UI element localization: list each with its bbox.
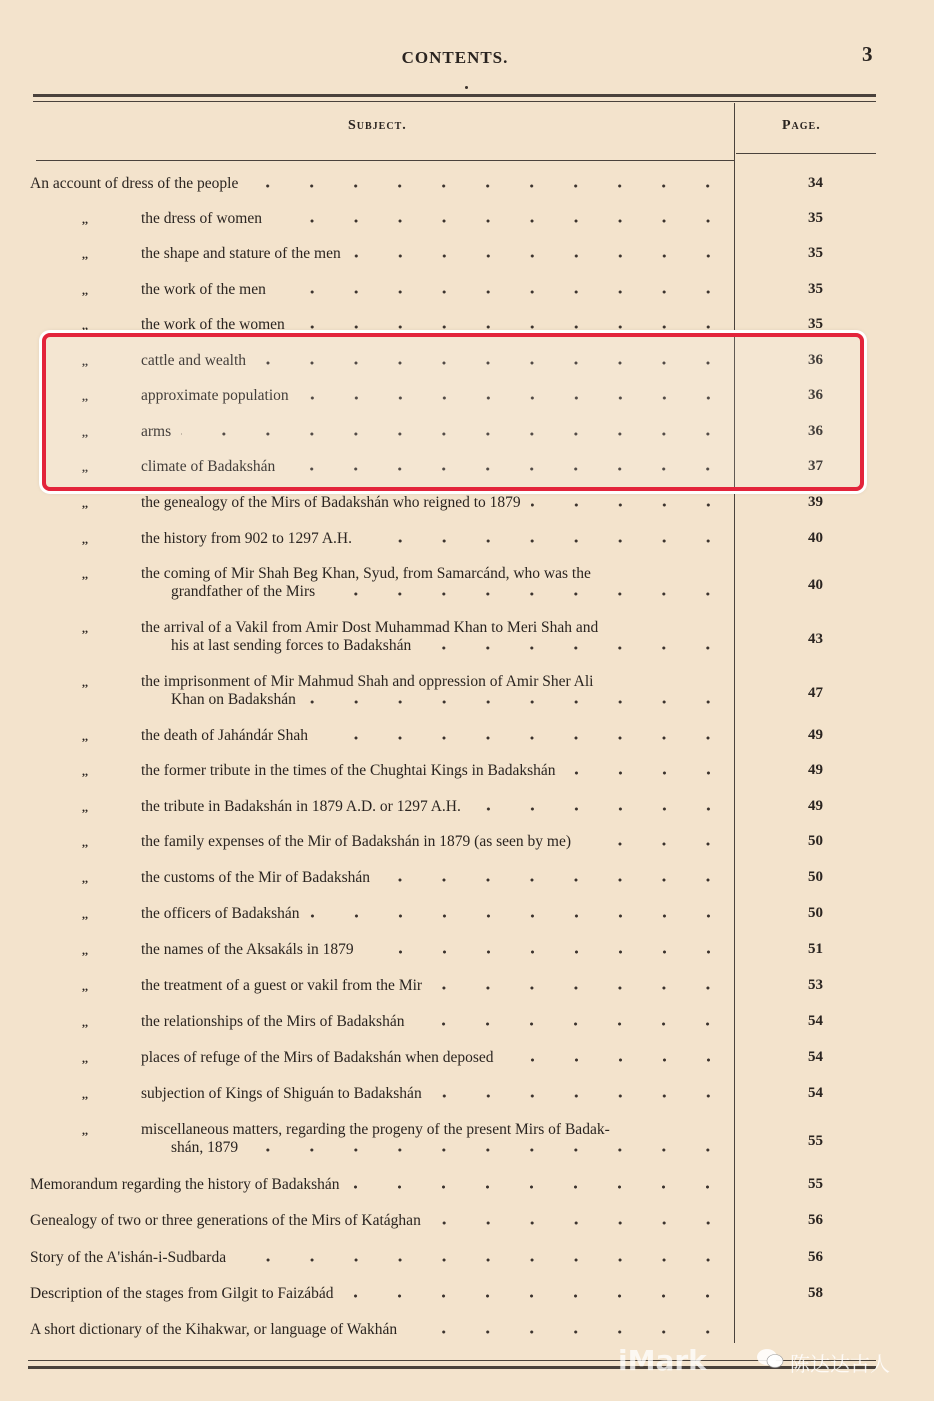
entry-text: the dress of women	[141, 210, 262, 227]
page-ref: 54	[808, 1049, 823, 1065]
entry-text: the names of the Aksakáls in 1879	[141, 941, 354, 958]
leader-dots	[408, 1325, 730, 1339]
entry-text: A short dictionary of the Kihakwar, or language of Wakhán	[30, 1321, 398, 1338]
page-ref: 49	[808, 762, 823, 778]
leader-dots	[325, 587, 730, 601]
entry-text: Khan on Badakshán	[171, 691, 296, 708]
entry-text: the family expenses of the Mir of Badakshán in 1879 (as seen by me)	[141, 833, 572, 850]
page-ref: 40	[808, 530, 823, 546]
leader-dots	[310, 909, 730, 923]
page-ref: 36	[808, 423, 823, 439]
entry-text: the genealogy of the Mirs of Badakshán who reigned to 1879	[141, 494, 521, 511]
entry-text: the treatment of a guest or vakil from the Mir	[141, 977, 423, 994]
wechat-icon	[756, 1348, 784, 1370]
leader-dots	[349, 1180, 730, 1194]
entry-text: the tribute in Badakshán in 1879 A.D. or 1297 A.H.	[141, 798, 461, 815]
page-ref: 56	[808, 1249, 823, 1265]
entry-text: the history from 902 to 1297 A.H.	[141, 530, 352, 547]
leader-dots	[248, 179, 730, 193]
ditto-mark: ,,	[82, 532, 88, 546]
ditto-mark: ,,	[82, 1015, 88, 1029]
leader-dots	[432, 981, 730, 995]
ditto-mark: ,,	[82, 729, 88, 743]
entry-text: miscellaneous matters, regarding the progeny of the present Mirs of Badak-	[141, 1121, 610, 1138]
page-ref: 39	[808, 494, 823, 510]
entry-text: arms	[141, 423, 172, 440]
ditto-mark: ,,	[82, 907, 88, 921]
entry-text: the coming of Mir Shah Beg Khan, Syud, from Samarcánd, who was the	[141, 565, 591, 582]
leader-dots	[343, 1289, 730, 1303]
page-ref: 56	[808, 1212, 823, 1228]
column-divider	[734, 103, 735, 1343]
ditto-mark: ,,	[82, 567, 88, 581]
page-ref: 50	[808, 833, 823, 849]
page-ref: 51	[808, 941, 823, 957]
page-ref: 43	[808, 631, 823, 647]
top-rule-thin	[33, 101, 876, 102]
leader-dots	[531, 498, 730, 512]
page-ref: 40	[808, 577, 823, 593]
leader-dots	[363, 534, 730, 548]
leader-dots	[566, 766, 730, 780]
subject-column-header: Subject.	[348, 118, 407, 133]
ditto-mark: ,,	[82, 764, 88, 778]
page-ref: 34	[808, 175, 823, 191]
entry-text: the work of the men	[141, 281, 266, 298]
page-ref: 54	[808, 1013, 823, 1029]
entry-text: places of refuge of the Mirs of Badakshán when deposed	[141, 1049, 494, 1066]
page-ref: 36	[808, 387, 823, 403]
leader-dots	[504, 1053, 730, 1067]
entry-text: his at last sending forces to Badakshán	[171, 637, 412, 654]
ditto-mark: ,,	[82, 425, 88, 439]
page-ref: 53	[808, 977, 823, 993]
entry-text: An account of dress of the people	[30, 175, 239, 192]
page-column-header: Page.	[782, 118, 821, 133]
entry-text: the arrival of a Vakil from Amir Dost Muhammad Khan to Meri Shah and	[141, 619, 599, 636]
leader-dots	[272, 214, 730, 228]
leader-dots	[276, 285, 730, 299]
entry-text: the customs of the Mir of Badakshán	[141, 869, 371, 886]
page-ref: 47	[808, 685, 823, 701]
leader-dots	[318, 731, 730, 745]
leader-dots	[237, 1253, 730, 1267]
subject-header-rule	[36, 160, 734, 161]
page-header-rule	[736, 153, 876, 154]
page-ref: 49	[808, 798, 823, 814]
page-ref: 35	[808, 316, 823, 332]
ditto-mark: ,,	[82, 800, 88, 814]
page-ref: 49	[808, 727, 823, 743]
ditto-mark: ,,	[82, 943, 88, 957]
ditto-mark: ,,	[82, 212, 88, 226]
leader-dots	[421, 641, 730, 655]
page-ref: 58	[808, 1285, 823, 1301]
watermark-author: 陈达达古人	[790, 1352, 890, 1376]
leader-dots	[581, 837, 730, 851]
leader-dots	[306, 695, 730, 709]
ditto-mark: ,,	[82, 979, 88, 993]
entry-text: Story of the A'ishán-i-Sudbarda	[30, 1249, 227, 1266]
ditto-mark: ,,	[82, 621, 88, 635]
page-ref: 36	[808, 352, 823, 368]
entry-text: the shape and stature of the men	[141, 245, 341, 262]
ditto-mark: ,,	[82, 496, 88, 510]
ditto-mark: ,,	[82, 1123, 88, 1137]
page-title: CONTENTS.	[401, 48, 509, 67]
leader-dots	[432, 1089, 730, 1103]
entry-text: Memorandum regarding the history of Badakshán	[30, 1176, 340, 1193]
leader-dots	[431, 1216, 730, 1230]
page-number: 3	[862, 42, 873, 66]
ditto-mark: ,,	[82, 318, 88, 332]
page-ref: 54	[808, 1085, 823, 1101]
page-ref: 35	[808, 281, 823, 297]
entry-text: climate of Badakshán	[141, 458, 276, 475]
header-dot	[465, 86, 468, 89]
ditto-mark: ,,	[82, 675, 88, 689]
ditto-mark: ,,	[82, 389, 88, 403]
leader-dots	[248, 1143, 730, 1157]
page-ref: 55	[808, 1133, 823, 1149]
ditto-mark: ,,	[82, 1087, 88, 1101]
ditto-mark: ,,	[82, 871, 88, 885]
entry-text: the former tribute in the times of the Chughtai Kings in Badakshán	[141, 762, 556, 779]
page-ref: 50	[808, 905, 823, 921]
highlight-box	[42, 333, 864, 491]
bottom-rule-thin	[28, 1360, 876, 1361]
entry-text: the work of the women	[141, 316, 285, 333]
entry-text: the officers of Badakshán	[141, 905, 300, 922]
ditto-mark: ,,	[82, 247, 88, 261]
bottom-rule-thick	[28, 1366, 876, 1369]
leader-dots	[351, 249, 730, 263]
leader-dots	[295, 320, 730, 334]
watermark-imark: iMark	[618, 1344, 707, 1377]
page-ref: 35	[808, 245, 823, 261]
leader-dots	[414, 1017, 730, 1031]
page-ref: 55	[808, 1176, 823, 1192]
entry-text: grandfather of the Mirs	[171, 583, 316, 600]
entry-text: the relationships of the Mirs of Badakshán	[141, 1013, 405, 1030]
entry-text: shán, 1879	[171, 1139, 239, 1156]
leader-dots	[365, 945, 730, 959]
page-ref: 35	[808, 210, 823, 226]
entry-text: cattle and wealth	[141, 352, 247, 369]
top-rule-thick	[33, 94, 876, 97]
ditto-mark: ,,	[82, 283, 88, 297]
ditto-mark: ,,	[82, 835, 88, 849]
entry-text: the death of Jahándár Shah	[141, 727, 308, 744]
entry-text: the imprisonment of Mir Mahmud Shah and oppression of Amir Sher Ali	[141, 673, 594, 690]
leader-dots	[473, 802, 730, 816]
entry-text: Description of the stages from Gilgit to Faizábád	[30, 1285, 334, 1302]
ditto-mark: ,,	[82, 1051, 88, 1065]
page-ref: 50	[808, 869, 823, 885]
page-ref: 37	[808, 458, 823, 474]
ditto-mark: ,,	[82, 354, 88, 368]
entry-text: subjection of Kings of Shiguán to Badakshán	[141, 1085, 422, 1102]
entry-text: approximate population	[141, 387, 289, 404]
leader-dots	[380, 873, 730, 887]
entry-text: Genealogy of two or three generations of the Mirs of Katághan	[30, 1212, 421, 1229]
ditto-mark: ,,	[82, 460, 88, 474]
